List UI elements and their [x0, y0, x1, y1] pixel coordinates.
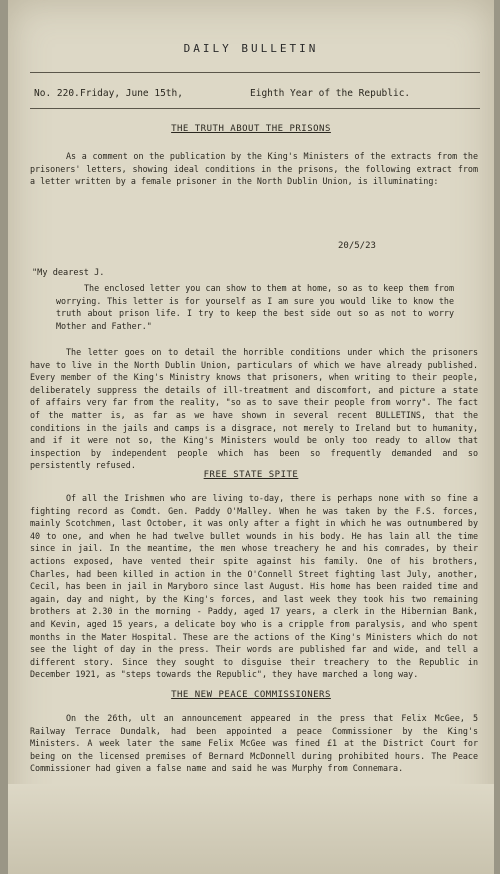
issue-date: Friday, June 15th, — [80, 88, 183, 99]
section-heading-prisons: THE TRUTH ABOUT THE PRISONS — [171, 124, 331, 134]
bulletin-title: DAILY BULLETIN — [183, 42, 319, 55]
commissioners-body: On the 26th, ult an announcement appeared in the press that Felix McGee, 5 Railway Terrace Dundalk, had been appointed a peace Commissioner by the King's Ministers. A week later the same Felix McGee was fined £1 at the District Court for being on the licensed premises of Bernard McDonnell during prohibited hours. The Peace Commissioner had given a false name and said he was Murphy from Connemara. — [30, 713, 478, 774]
letter-date: 20/5/23 — [338, 241, 376, 251]
letter-body: The enclosed letter you can show to them at home, so as to keep them from worrying. This letter is for yourself as I am sure you would like to know the truth about prison life. I try to keep the best side out so as not to worry Mother and Father." — [56, 283, 454, 331]
bulletin-page — [8, 0, 494, 874]
issue-number: No. 220. — [34, 88, 80, 99]
prisons-body: The letter goes on to detail the horrible conditions under which the prisoners have to live in the North Dublin Union, particulars of which we have already published. Every member of the King's Ministry knows that prisoners, when writing to their people, deliberately suppress the details of ill-treatment and discomfort, and picture a state of affairs very far from the reality, "so as to save their people from worry". The fact of the matter is, as far as we have shown in several recent BULLETINS, that the conditions in the jails and camps is a disgrace, not merely to Ireland but to humanity, and if it were not so, the King's Ministers would be only too ready to allow that inspection by independent people which has been so frequently demanded and so persistently refused. — [30, 347, 478, 471]
section-heading-spite: FREE STATE SPITE — [203, 470, 299, 480]
header-rule-top — [30, 72, 480, 73]
letter-greeting: "My dearest J. — [32, 268, 105, 278]
prisons-intro: As a comment on the publication by the King's Ministers of the extracts from the prisoners' letters, showing ideal conditions in the prisons, the following extract from a letter written by a female prisoner in the North Dublin Union, is illuminating: — [30, 151, 478, 187]
section-heading-commissioners: THE NEW PEACE COMMISSIONERS — [171, 690, 331, 700]
header-rule-bottom — [30, 108, 480, 109]
spite-body: Of all the Irishmen who are living to-day, there is perhaps none with so fine a fighting record as Comdt. Gen. Paddy O'Malley. When he was taken by the F.S. forces, mainly Scotchmen, last October, it was only after a fight in which he was outnumbered by 40 to one, and when he had twelve bullet wounds in his body. He has lain all the time since in jail. In the meantime, the men whose treachery he and his comrades, by their actions exposed, have vented their spite against his family. One of his brothers, Charles, had been killed in action in the O'Connell Street fighting last July, another, Cecil, has been in jail in Maryboro since last August. His home has been raided time and again, day and night, by the King's forces, and last week they took his two remaining brothers at 2.30 in the morning - Paddy, aged 17 years, a clerk in the Hibernian Bank, and Kevin, aged 15 years, a delicate boy who is a cripple from paralysis, and who spent months in the Mater Hospital. These are the actions of the King's Ministers which do not see the light of day in the press. Their words are published far and wide, and tell a different story. Since they sought to disguise their treachery to the Republic in December 1921, as "steps towards the Republic", they have marched a long way. — [30, 493, 478, 680]
republic-year: Eighth Year of the Republic. — [250, 88, 411, 99]
